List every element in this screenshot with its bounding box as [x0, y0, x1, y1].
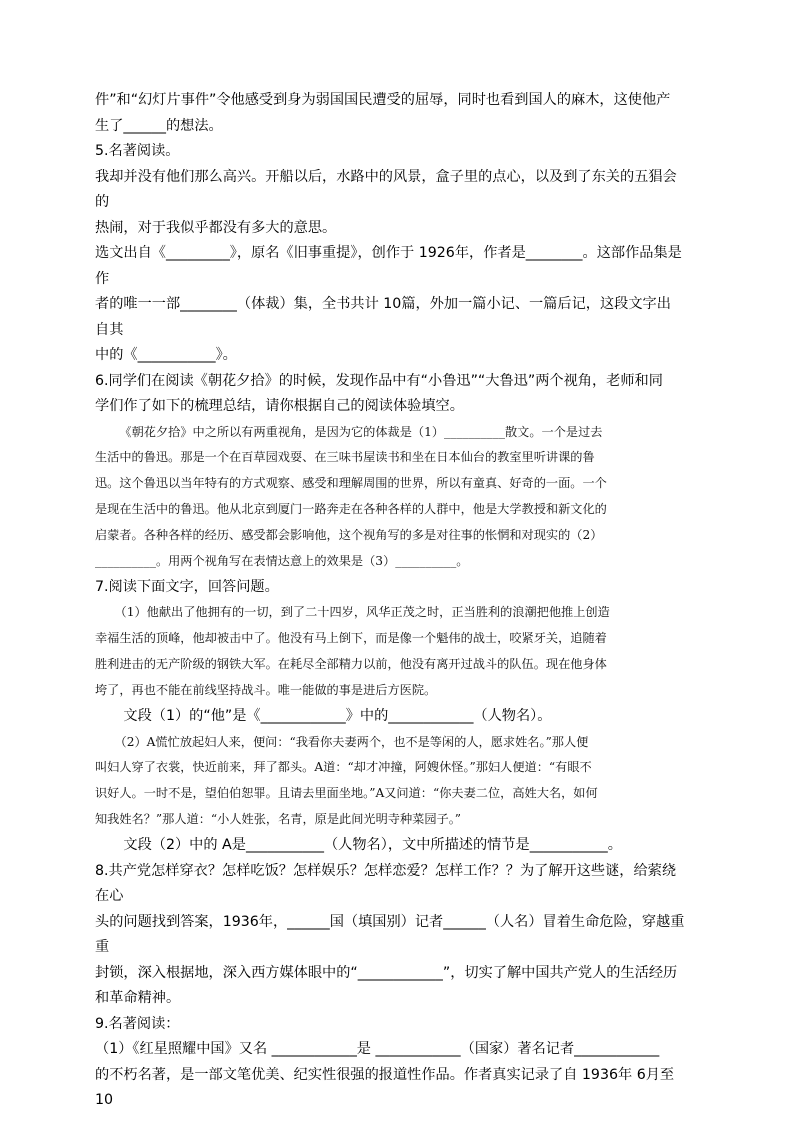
- passage-line: 知我姓名？”那人道：“小人姓张，名青，原是此间光明寺种菜园子。”: [95, 812, 462, 827]
- text-line: 文段（1）的“他”是《____________》中的____________（人物名）。: [123, 708, 552, 725]
- passage-line: （1）他献出了他拥有的一切，到了二十四岁，风华正茂之时，正当胜利的浪潮把他推上创造: [114, 605, 610, 620]
- text-line: 的不朽名著，是一部文笔优美、纪实性很强的报道性作品。作者真实记录了自 1936年 6月至 10: [95, 1066, 679, 1109]
- text-line: 热闹，对于我似乎都没有多大的意思。: [95, 219, 337, 236]
- text-line: 者的唯一一部________（体裁）集，全书共计 10篇，外加一篇小记、一篇后记，这段文字出自其: [95, 296, 671, 338]
- question-9-heading: 9.名著阅读：: [95, 1015, 180, 1032]
- text-line: 选文出自《_________》，原名《旧事重提》，创作于 1926年，作者是________。这部作品集是作: [95, 245, 682, 287]
- passage-line: 垮了，再也不能在前线坚持战斗。唯一能做的事是进后方医院。: [95, 683, 437, 698]
- question-8-heading: 8.共产党怎样穿衣？怎样吃饭？怎样娱乐？怎样恋爱？怎样工作？？为了解开这些谜，给萦绕在心: [95, 862, 677, 905]
- text-line: 头的问题找到答案，1936年，______国（填国别）记者______（人名）冒着生命危险，穿越重重: [95, 913, 685, 956]
- text-line: 和革命精神。: [95, 990, 181, 1007]
- text-line: （1）《红星照耀中国》又名 ____________是 ____________（国家）著名记者____________: [95, 1041, 660, 1058]
- text-line: 中的《___________》。: [95, 347, 237, 363]
- passage-line: 启蒙者。各种各样的经历、感受都会影响他，这个视角写的多是对往事的怅惘和对现实的（2）: [95, 528, 603, 543]
- passage-line: __________。用两个视角写在表情达意上的效果是（3）__________。: [95, 554, 469, 569]
- question-5-heading: 5.名著阅读。: [95, 143, 180, 159]
- text-line: 封锁，深入根据地，深入西方媒体眼中的“____________”，切实了解中国共产党人的生活经历: [95, 964, 678, 981]
- passage-line: 叫妇人穿了衣裳，快近前来，拜了都头。A道：“却才冲撞，阿嫂休怪。”那妇人便道：“有眼不: [95, 760, 592, 775]
- passage-line: （2）A慌忙放起妇人来，便问：“我看你夫妻两个，也不是等闲的人，愿求姓名。”那人便: [114, 734, 589, 749]
- passage-line: 识好人。一时不是，望伯伯恕罪。且请去里面坐地。”A又问道：“你夫妻二位，高姓大名，如何: [95, 786, 598, 801]
- question-6-heading: 6.同学们在阅读《朝花夕拾》的时候，发现作品中有“小鲁迅”“大鲁迅”两个视角，老师和同: [95, 372, 663, 389]
- text-line: 件”和“幻灯片事件”令他感受到身为弱国国民遭受的屈辱，同时也看到国人的麻木，这使他产: [95, 92, 671, 108]
- document-page: [95, 88, 685, 1114]
- text-line: 文段（2）中的 A是___________（人物名），文中所描述的情节是___________。: [123, 837, 622, 854]
- passage-line: 胜利进击的无产阶级的钢铁大军。在耗尽全部精力以前，他没有离开过战斗的队伍。现在他身体: [95, 657, 607, 672]
- text-line: 学们作了如下的梳理总结，请你根据自己的阅读体验填空。: [95, 398, 464, 414]
- passage-line: 生活中的鲁迅。那是一个在百草园戏耍、在三味书屋读书和坐在日本仙台的教室里听讲课的鲁: [95, 450, 595, 465]
- passage-line: 《朝花夕拾》中之所以有两重视角，是因为它的体裁是（1）__________散文。一个是过去: [119, 424, 603, 439]
- passage-line: 是现在生活中的鲁迅。他从北京到厦门一路奔走在各种各样的人群中，他是大学教授和新文化的: [95, 502, 607, 517]
- text-line: 我却并没有他们那么高兴。开船以后，水路中的风景，盒子里的点心，以及到了东关的五猖会的: [95, 168, 677, 210]
- text-line: 生了______的想法。: [95, 117, 223, 134]
- passage-line: 迅。这个鲁迅以当年特有的方式观察、感受和理解周围的世界，所以有童真、好奇的一面。一个: [95, 476, 607, 491]
- question-7-heading: 7.阅读下面文字，回答问题。: [95, 578, 279, 595]
- passage-line: 幸福生活的顶峰，他却被击中了。他没有马上倒下，而是像一个魁伟的战士，咬紧牙关，追随着: [95, 631, 607, 646]
